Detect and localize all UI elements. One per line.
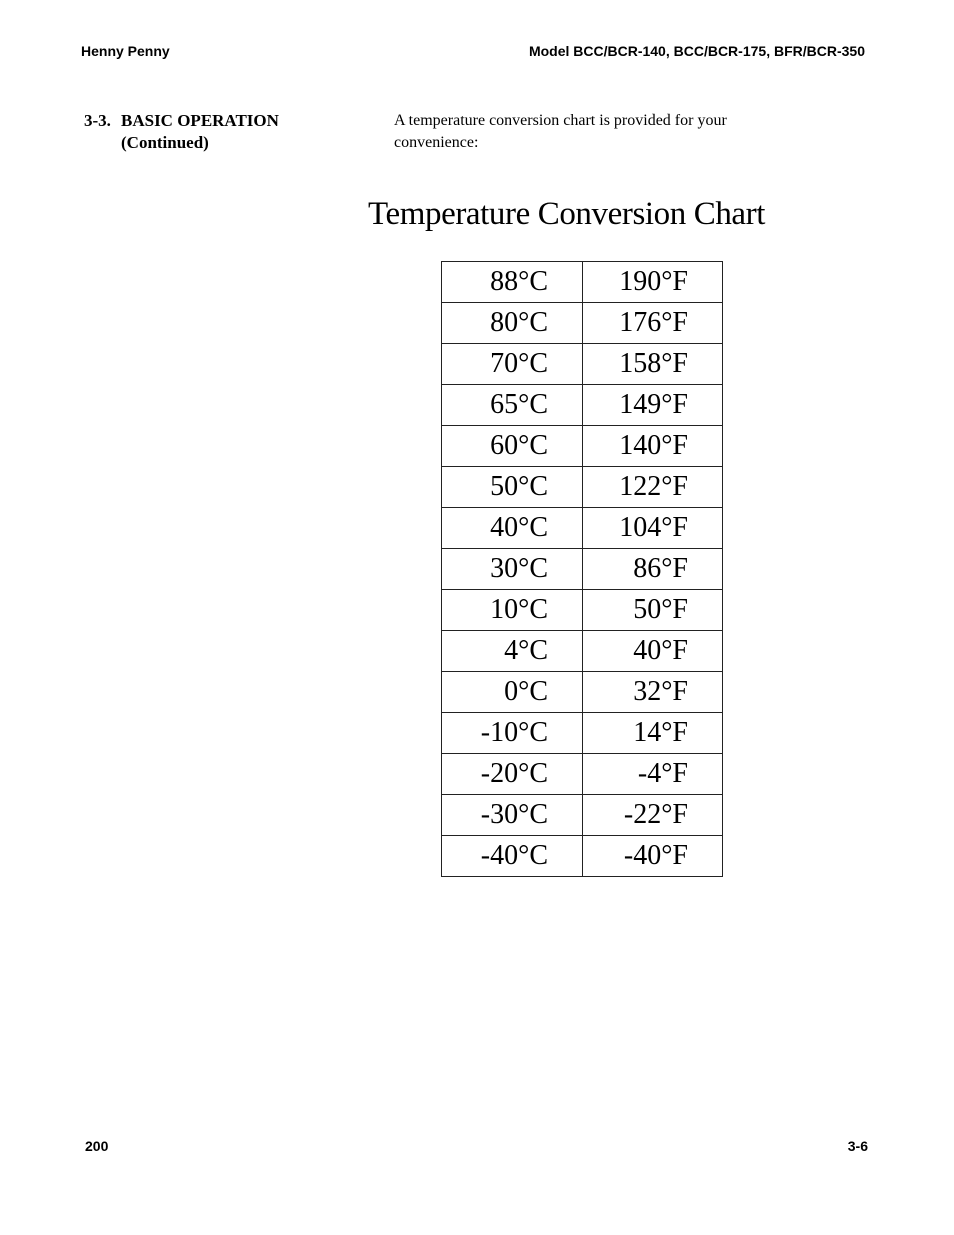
celsius-cell: 70°C bbox=[442, 344, 583, 385]
table-row bbox=[442, 672, 723, 713]
table-row bbox=[442, 508, 723, 549]
celsius-cell: -30°C bbox=[442, 795, 583, 836]
fahrenheit-cell: 158°F bbox=[583, 344, 723, 385]
celsius-cell: -10°C bbox=[442, 713, 583, 754]
table-row bbox=[442, 549, 723, 590]
table-row bbox=[442, 631, 723, 672]
celsius-cell: 50°C bbox=[442, 467, 583, 508]
section-number: 3-3. bbox=[84, 111, 111, 130]
table-row bbox=[442, 426, 723, 467]
table-row bbox=[442, 754, 723, 795]
table-row bbox=[442, 836, 723, 877]
celsius-cell: 65°C bbox=[442, 385, 583, 426]
fahrenheit-cell: 122°F bbox=[583, 467, 723, 508]
fahrenheit-cell: 104°F bbox=[583, 508, 723, 549]
fahrenheit-cell: -22°F bbox=[583, 795, 723, 836]
celsius-cell: -40°C bbox=[442, 836, 583, 877]
table-row bbox=[442, 467, 723, 508]
header-model: Model BCC/BCR-140, BCC/BCR-175, BFR/BCR-350 bbox=[528, 43, 865, 59]
celsius-cell: 40°C bbox=[442, 508, 583, 549]
celsius-cell: 30°C bbox=[442, 549, 583, 590]
table-row bbox=[442, 344, 723, 385]
footer-page-number: 3-6 bbox=[847, 1138, 868, 1154]
celsius-cell: 10°C bbox=[442, 590, 583, 631]
celsius-cell: 0°C bbox=[442, 672, 583, 713]
fahrenheit-cell: 149°F bbox=[583, 385, 723, 426]
fahrenheit-cell: 40°F bbox=[583, 631, 723, 672]
table-row bbox=[442, 590, 723, 631]
celsius-cell: 4°C bbox=[442, 631, 583, 672]
table-row bbox=[442, 385, 723, 426]
fahrenheit-cell: -4°F bbox=[583, 754, 723, 795]
fahrenheit-cell: 86°F bbox=[583, 549, 723, 590]
celsius-cell: 88°C bbox=[442, 262, 583, 303]
conversion-table bbox=[441, 261, 723, 877]
fahrenheit-cell: 140°F bbox=[583, 426, 723, 467]
fahrenheit-cell: 14°F bbox=[583, 713, 723, 754]
section-heading bbox=[84, 110, 279, 154]
intro-paragraph: A temperature conversion chart is provided for your convenience: bbox=[394, 112, 727, 151]
fahrenheit-cell: 32°F bbox=[583, 672, 723, 713]
fahrenheit-cell: 190°F bbox=[583, 262, 723, 303]
fahrenheit-cell: 176°F bbox=[583, 303, 723, 344]
table-row bbox=[442, 713, 723, 754]
table-row bbox=[442, 262, 723, 303]
footer-page-code: 200 bbox=[85, 1138, 109, 1154]
section-title: BASIC OPERATION bbox=[121, 111, 279, 130]
celsius-cell: 80°C bbox=[442, 303, 583, 344]
fahrenheit-cell: 50°F bbox=[583, 590, 723, 631]
section-continued: (Continued) bbox=[121, 133, 209, 152]
fahrenheit-cell: -40°F bbox=[583, 836, 723, 877]
table-row bbox=[442, 303, 723, 344]
celsius-cell: -20°C bbox=[442, 754, 583, 795]
header-company: Henny Penny bbox=[81, 43, 170, 59]
celsius-cell: 60°C bbox=[442, 426, 583, 467]
table-row bbox=[442, 795, 723, 836]
chart-title: Temperature Conversion Chart bbox=[368, 196, 766, 232]
